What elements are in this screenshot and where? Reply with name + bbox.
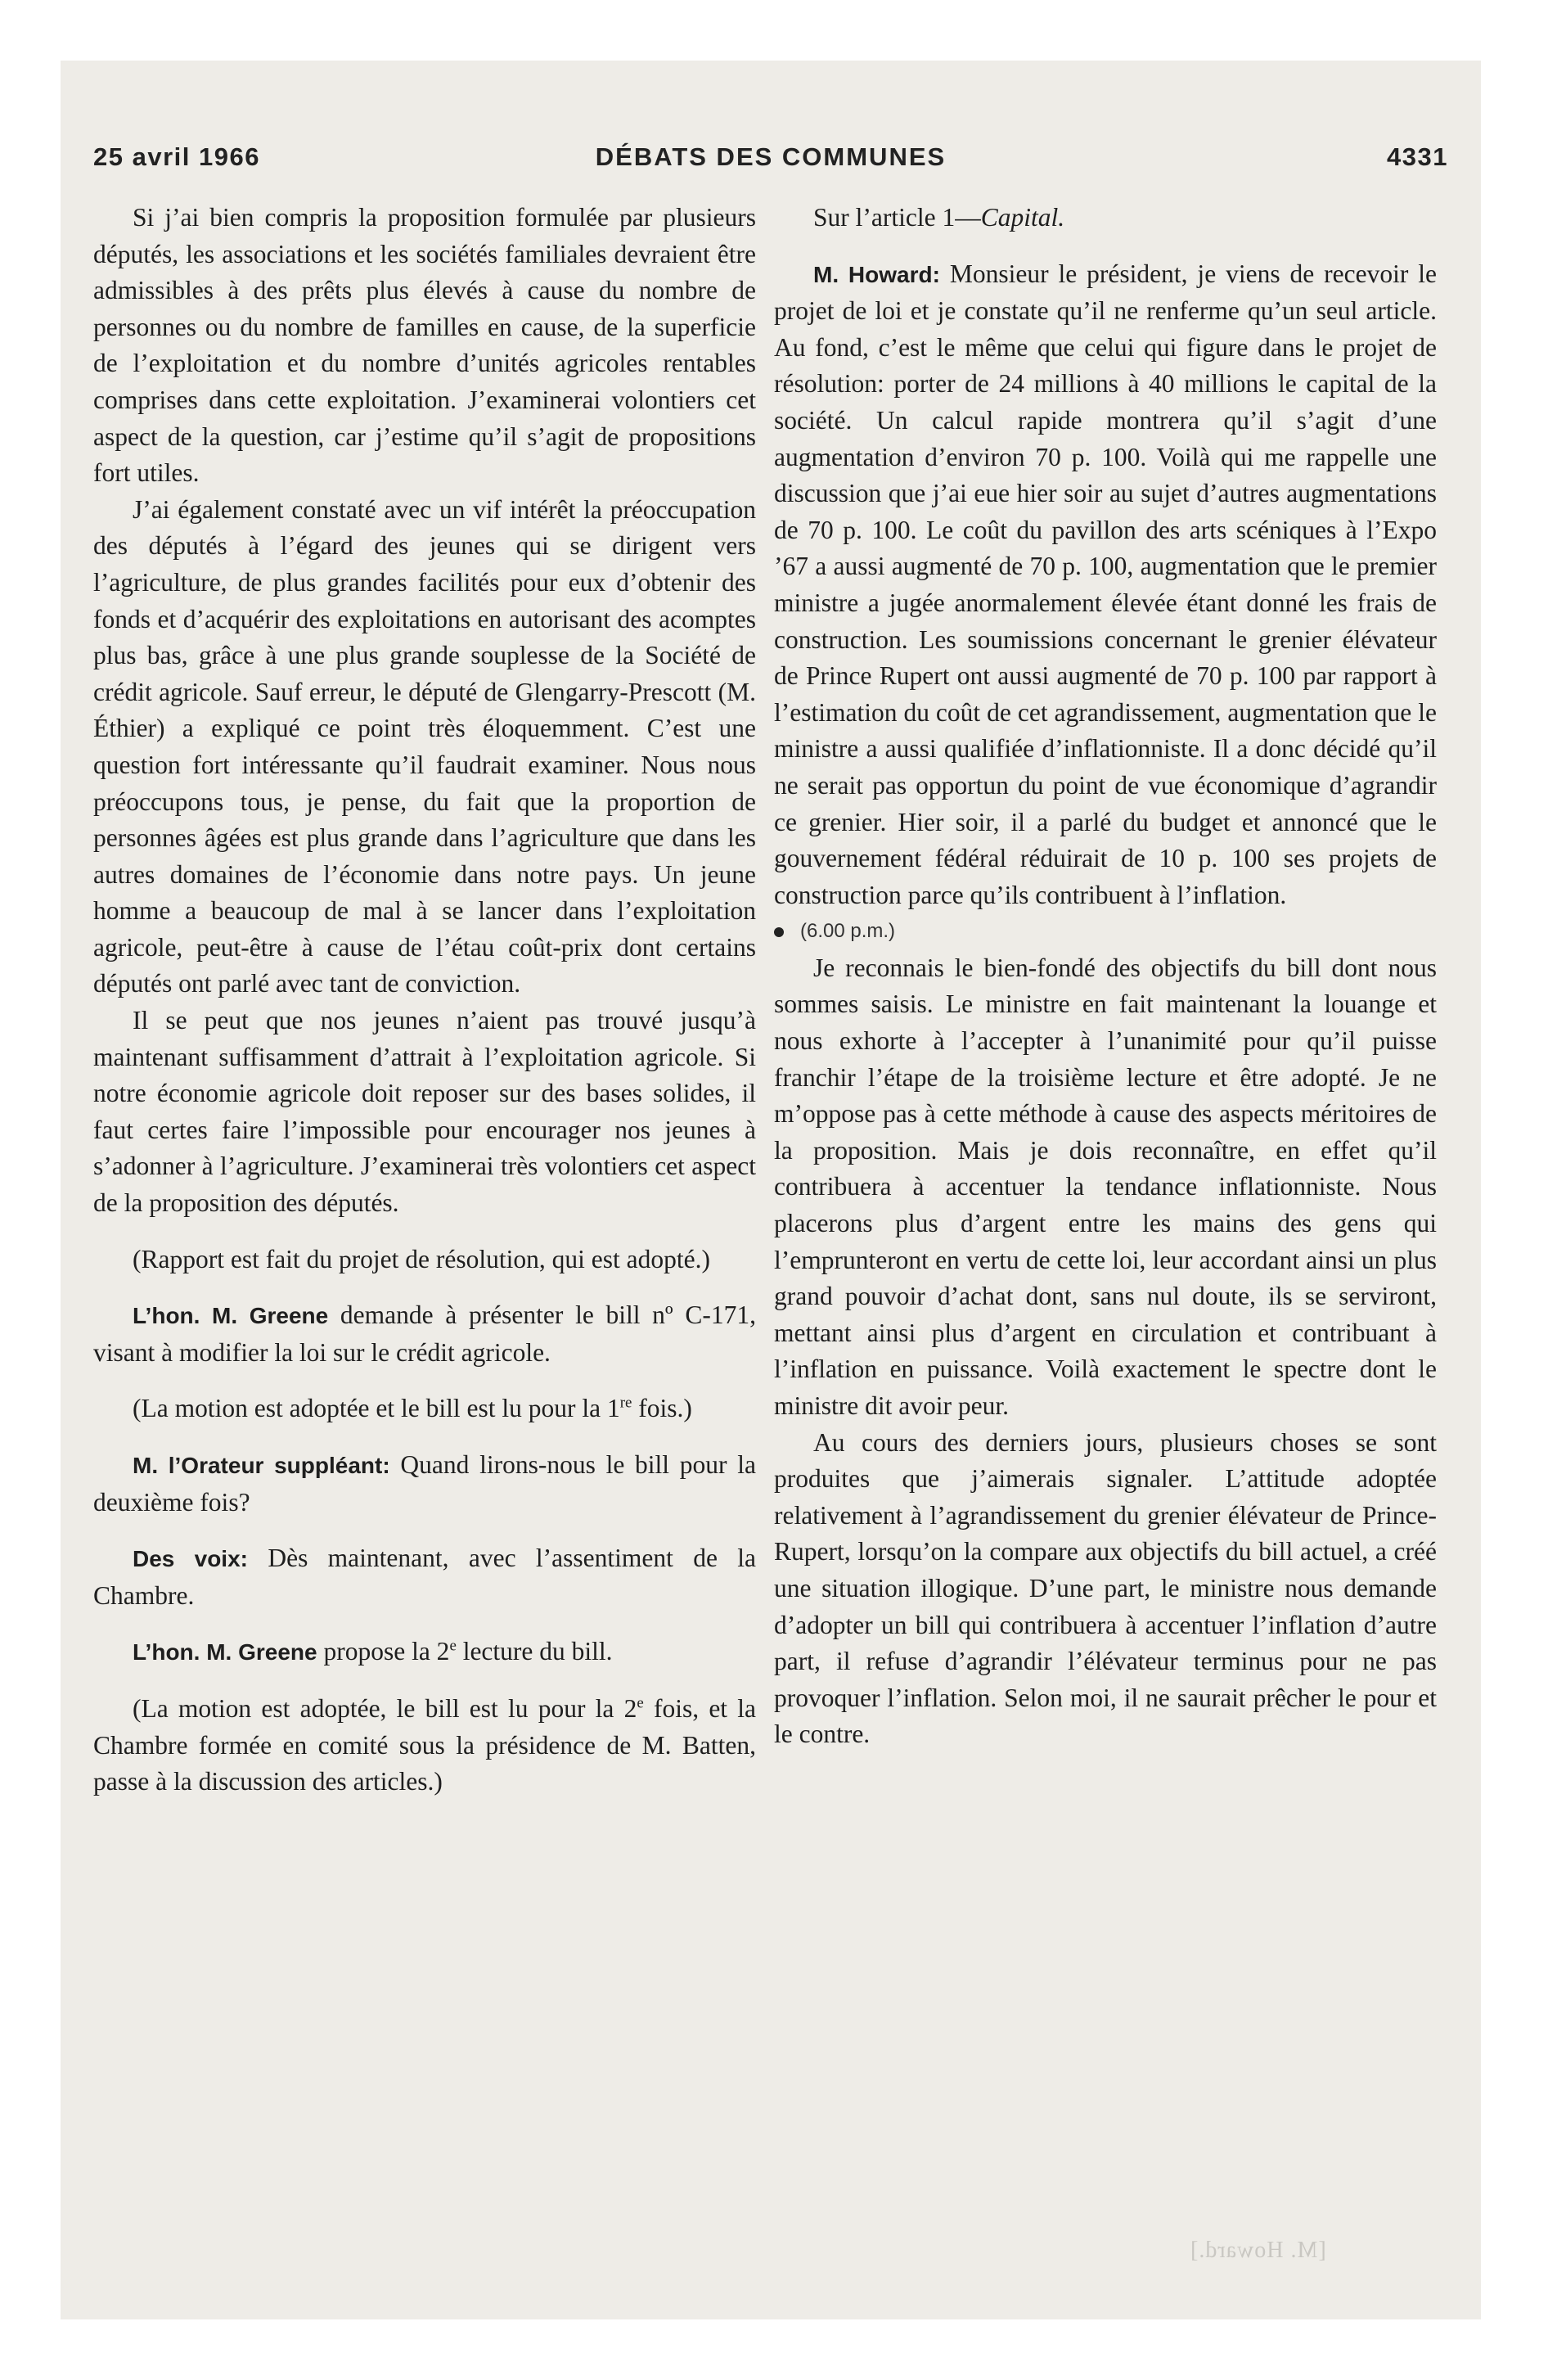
speech-text: propose la 2 (323, 1637, 450, 1666)
speech-paragraph (93, 1297, 756, 1371)
bleed-through-text: [M. Howard.] (1190, 2238, 1326, 2263)
note-text: fois, et la Chambre formée en comité sous la présidence de M. Batten, passe à la discussion des articles.) (93, 1693, 756, 1796)
speaker-name: M. Howard: (813, 261, 940, 287)
speaker-name: Des voix: (133, 1546, 248, 1572)
page-number: 4331 (1387, 142, 1448, 171)
procedural-note (93, 1391, 756, 1427)
speech-paragraph (93, 1540, 756, 1614)
paragraph: Il se peut que nos jeunes n’aient pas trouvé jusqu’à maintenant suffisamment d’attrait à l’exploitation agricole. Si notre économie agricole doit reposer sur des bases solides, il faut certes faire l’impossible pour encourager nos jeunes à s’adonner à l’agriculture. J’examinerai très volontiers cet aspect de la proposition des députés. (93, 1006, 756, 1218)
note-text: (La motion est adoptée, le bill est lu pour la 2 (133, 1693, 637, 1723)
procedural-note (93, 1691, 756, 1801)
time-marker-text: (6.00 p.m.) (800, 920, 896, 943)
header-title: DÉBATS DES COMMUNES (595, 142, 947, 171)
speech-paragraph (93, 1447, 756, 1521)
clause-label: Sur l’article 1— (813, 203, 981, 232)
note-text: fois.) (632, 1394, 692, 1423)
scanned-page (61, 61, 1481, 2319)
paragraph: Si j’ai bien compris la proposition formulée par plusieurs députés, les associations et les sociétés familiales devraient être admissibles à des prêts plus élevés à cause du nombre de personnes ou du nombre de familles en cause, de la superficie de l’exploitation et du nombre d’unités agricoles rentables comprises dans cette exploitation. J’examinerai volontiers cet aspect de la question, car j’estime qu’il s’agit de propositions fort utiles. (93, 203, 756, 488)
speech-text: lecture du bill. (456, 1637, 613, 1666)
paragraph: Je reconnais le bien-fondé des objectifs du bill dont nous sommes saisis. Le ministre en fait maintenant la louange et nous exhorte à l’accepter à l’unanimité pour qu’il puisse franchir l’étape de la troisième lecture et être adopté. Je ne m’oppose pas à cette méthode à cause des aspects méritoires de la proposition. Mais je dois reconnaître, en effet qu’il contribuera à accentuer la tendance inflationniste. Nous placerons plus d’argent entre les mains des gens qui l’emprunteront en vertu de cette loi, leur accordant ainsi un plus grand pouvoir d’achat dont, sans nul doute, ils se serviront, mettant ainsi plus d’argent en circulation et contribuant à l’inflation en puissance. Voilà exactement le spectre dont le ministre dit avoir peur. (774, 953, 1437, 1420)
speaker-name: L’hon. M. Greene (133, 1303, 329, 1329)
speech-text: Dès maintenant, avec l’assentiment de la Chambre. (93, 1544, 757, 1610)
right-column (774, 200, 1437, 1753)
running-header (93, 142, 1448, 192)
speech-text: demande à présenter le bill nº C-171, visant à modifier la loi sur le crédit agricole. (93, 1300, 757, 1367)
header-date: 25 avril 1966 (93, 142, 260, 171)
clause-heading (774, 200, 1437, 237)
speech-text: Monsieur le président, je viens de recevoir le projet de loi et je constate qu’il ne renferme qu’un seul article. Au fond, c’est le même que celui qui figure dans le projet de résolution: porter de 24 millions à 40 millions le capital de la société. Un calcul rapide montrera qu’il s’agit d’une augmentation d’environ 70 p. 100. Voilà qui me rappelle une discussion que j’ai eue hier soir au sujet d’autres augmentations de 70 p. 100. Le coût du pavillon des arts scéniques à l’Expo ’67 a aussi augmenté de 70 p. 100, augmentation que le premier ministre a jugée anormalement élevée étant donné les frais de construction. Les soumissions concernant le grenier élévateur de Prince Rupert ont aussi augmenté de 70 p. 100 par rapport à l’estimation du coût de cet agrandissement, augmentation que le ministre a aussi qualifiée d’inflationniste. Il a donc décidé qu’il ne serait pas opportun du point de vue économique d’agrandir ce grenier. Hier soir, il a parlé du budget et annoncé que le gouvernement fédéral réduirait de 10 p. 100 ses projets de construction parce qu’ils contribuent à l’inflation. (774, 259, 1437, 909)
speech-paragraph (93, 1634, 756, 1671)
ordinal-suffix: e (449, 1637, 457, 1655)
ordinal-suffix: re (619, 1394, 632, 1412)
page-content (61, 61, 1481, 2319)
speech-text: Quand lirons-nous le bill pour la deuxième fois? (93, 1450, 756, 1517)
speaker-name: M. l’Orateur suppléant: (133, 1453, 390, 1478)
speech-paragraph (774, 256, 1437, 914)
speaker-name: L’hon. M. Greene (133, 1639, 317, 1666)
paragraph: J’ai également constaté avec un vif intérêt la préoccupation des députés à l’égard des jeunes qui se dirigent vers l’agriculture, de plus grandes facilités pour eux d’obtenir des fonds et d’acquérir des exploitations en autorisant des acomptes plus bas, grâce à une plus grande souplesse de la Société de crédit agricole. Sauf erreur, le député de Glengarry-Prescott (M. Éthier) a expliqué ce point très éloquemment. C’est une question fort intéressante qu’il faudrait examiner. Nous nous préoccupons tous, je pense, du fait que la proportion de personnes âgées est plus grande dans l’agriculture que dans les autres domaines de l’économie dans notre pays. Un jeune homme a beaucoup de mal à se lancer dans l’exploitation agricole, peut-être à cause de l’étau coût-prix dont certains députés ont parlé avec tant de conviction. (93, 494, 756, 998)
bullet-icon (774, 927, 784, 937)
time-marker (774, 913, 1437, 950)
procedural-note: (Rapport est fait du projet de résolution, qui est adopté.) (133, 1244, 710, 1273)
paragraph: Au cours des derniers jours, plusieurs choses se sont produites que j’aimerais signaler. L’attitude adoptée relativement à l’agrandissement du grenier élévateur de Prince-Rupert, lorsqu’on la compare aux objectifs du bill actuel, a créé une situation illogique. D’une part, le ministre nous demande d’adopter un bill qui contribuera à accentuer l’inflation d’autre part, il refuse d’agrandir l’élévateur terminus pour ne pas provoquer l’inflation. Selon moi, il ne saurait prêcher le pour et le contre. (774, 1427, 1437, 1749)
left-column (93, 200, 756, 1801)
note-text: (La motion est adoptée et le bill est lu pour la 1 (133, 1394, 620, 1423)
ordinal-suffix: e (637, 1694, 644, 1712)
clause-title: Capital. (980, 203, 1065, 232)
